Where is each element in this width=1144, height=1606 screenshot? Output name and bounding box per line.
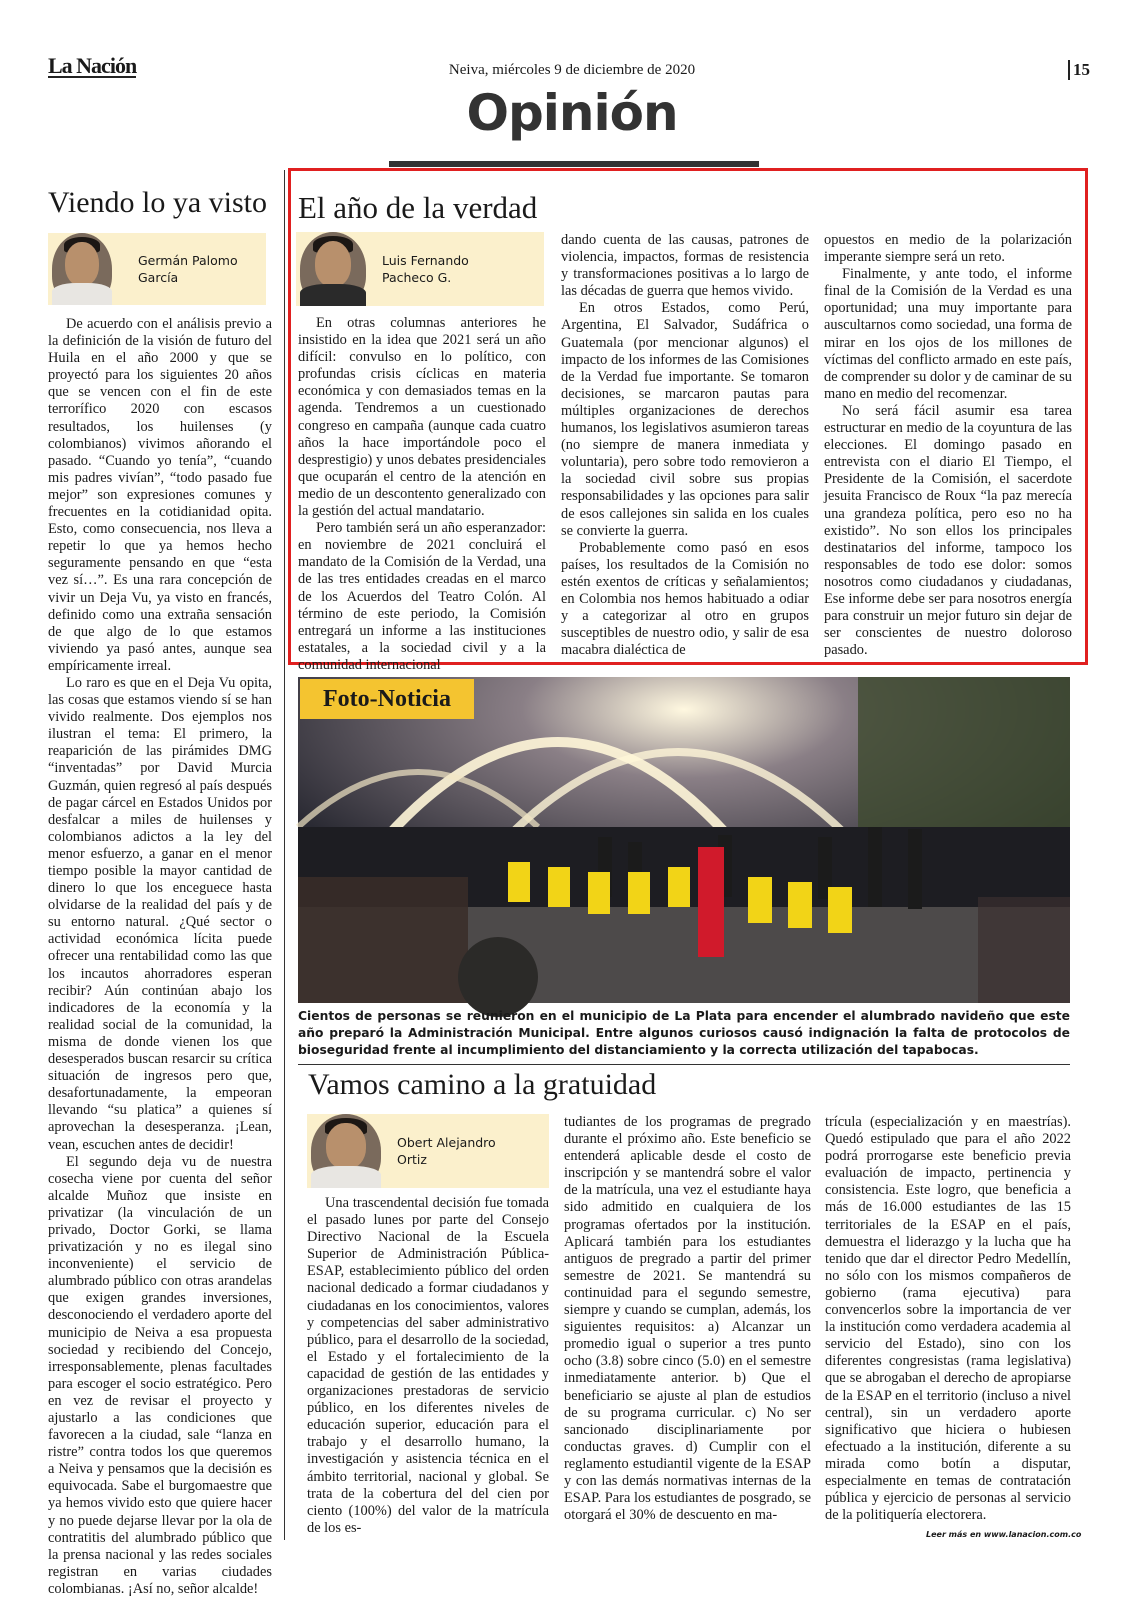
- paragraph: tudiantes de los programas de pregrado durante el próximo año. Este beneficio se entenderá aplicable desde el costo de inscripción y se mantendrá sobre el valor de la matrícula, una vez el estudiante haya sido admitido en cualquiera de los programas ofertados por la institución. Aplicará también para los estudiantes antiguos de pregrado a partir del primer semestre de 2021. Se mantendrá su continuidad para el segundo semestre, siempre y cuando se cumplan, además, los siguientes requisitos: a) Alcanzar un promedio igual o superior a tres punto ocho (3.8) sobre cinco (5.0) en el semestre inmediatamente anterior. b) Que el beneficiario se ajuste al plan de estudios de su programa curricular. c) No ser sancionado disciplinariamente por conductas graves. d) Cumplir con el reglamento estudiantil vigente de la ESAP y con las demás normativas internas de la ESAP. Para los estudiantes de posgrado, se otorgará el 30% de descuento en ma-: [564, 1114, 812, 1524]
- paragraph: En otras columnas anteriores he insistido en la idea que 2021 será un año difícil: convulso en lo político, con profundas crisis cíclicas en materia económica y con demasiados temas en la agenda. Tendremos a un cuestionado congreso en campaña (aunque cada cuatro años la hace importándole poco el desprestigio) y unos debates presidenciales que ocuparán el centro de la atención en medio de un descontento generalizado con la gestión del actual mandatario.: [298, 315, 546, 520]
- news-photo: [298, 677, 1070, 1003]
- bottom-article-col2: [564, 1114, 811, 1539]
- top-article-col2: [561, 232, 809, 662]
- paragraph: No será fácil asumir esa tarea estructurar en medio de la coyuntura de las elecciones. El domingo pasado en entrevista con el diario El Tiempo, el Presidente de la Comisión, el sacerdote jesuita Francisco de Roux “la paz merecía una grandeza política, pero eso no ha existido”. No son ellos los principales destinatarios del informe, tampoco los responsables de todo ese dolor: somos nosotros como ciudadanos y ciudadanas, Ese informe debe ser para nosotros energía para construir un mejor futuro sin dejar de ser conscientes de nuestro doloroso pasado.: [824, 402, 1072, 659]
- section-title: Opinión: [466, 84, 678, 142]
- photo-caption: Cientos de personas se reunieron en el municipio de La Plata para encender el alumbrado navideño que este año preparó la Administración Municipal. Entre algunos curiosos causó indignación la falta de protocolos de bioseguridad frente al incumplimiento del distanciamiento y la correcta utilización del tapabocas.: [298, 1009, 1070, 1057]
- left-article-body: [48, 316, 272, 1597]
- author-photo: [52, 233, 112, 305]
- top-article-title: El año de la verdad: [298, 190, 538, 225]
- column-divider: [284, 170, 285, 1540]
- paragraph: Finalmente, y ante todo, el informe final de la Comisión de la Verdad es una oportunidad; una muy importante para auscultarnos como sociedad, una forma de mirar en los ojos de los millones de víctimas del conflicto armado en este país, de comprender su dolor y de caminar de su mano en medio del recomenzar.: [824, 266, 1072, 402]
- bottom-author-name: Obert Alejandro Ortiz: [397, 1135, 496, 1167]
- bottom-article-title: Vamos camino a la gratuidad: [308, 1068, 657, 1101]
- bottom-article-col3: [825, 1114, 1071, 1526]
- top-author-name: Luis Fernando Pacheco G.: [382, 253, 469, 285]
- issue-date: Neiva, miércoles 9 de diciembre de 2020: [448, 62, 696, 78]
- photo-news-tag: Foto-Noticia: [300, 679, 474, 719]
- top-article-col3: [824, 232, 1072, 662]
- left-author-name: Germán Palomo García: [138, 253, 238, 285]
- paragraph: dando cuenta de las causas, patrones de violencia, impactos, formas de resistencia y transformaciones positivas a lo largo de las décadas de guerra que hemos vivido.: [561, 232, 809, 300]
- paragraph: Una trascendental decisión fue tomada el pasado lunes por parte del Consejo Directivo Nacional de la Escuela Superior de Administración Pública-ESAP, establecimiento público del orden nacional dedicado a formar ciudadanos y ciudadanas en los conocimientos, valores y competencias del saber administrativo público, para el desarrollo de la sociedad, el Estado y el fortalecimiento de la capacidad de gestión de las entidades y organizaciones prestadoras de servicio público, en los diferentes niveles de educación superior, educación para el trabajo y el desarrollo humano, la investigación y asistencia técnica en el ámbito territorial, nacional y global. Se trata de la cobertura del del cien por ciento (100%) del valor de la matrícula de los es-: [307, 1195, 549, 1536]
- paragraph: El segundo deja vu de nuestra cosecha viene por cuenta del señor alcalde Muñoz que insiste en privatizar (la vinculación de un privado, Doctor Gorki, se llama privatización y no es ilegal sino inconveniente) el servicio de alumbrado público con otras arandelas que exigen grandes inversiones, desconociendo el verdadero aporte del municipio de Neiva a esa propuesta sociedad y recibiendo del Concejo, irresponsablemente, plenas facultades para escoger el socio estratégico. Pero en vez de revisar el proyecto y ajustarlo a las condiciones que favorecen a la ciudad, sale “lanza en ristre” contra todos los que queremos a Neiva y pensamos que la decisión es equivocada. Sabe el burgomaestre que ya hemos vivido esto que quiere hacer y no puede dejarse llevar por la ola de contratitis del alumbrado público que la prensa nacional y las redes sociales registran en varias ciudades colombianas. ¡Así no, señor alcalde!: [48, 1153, 272, 1597]
- crowd-photo-illustration: [298, 677, 1070, 1003]
- paragraph: trícula (especialización y en maestrías). Quedó estipulado que para el año 2022 podrá prorrogarse este beneficio previa evaluación de impacto, pertinencia y consistencia. Este logro, que beneficia a más de 16.000 estudiantes de las 15 territoriales de la ESAP en el país, demuestra el liderazgo y la lucha que ha tenido que dar el director Pedro Medellín, no sólo con los mismos compañeros de gobierno (rama ejecutiva) para convencerlos sobre la importancia de ver la institución como verdadera academia al servicio del Estado), sino con los diferentes congresistas (rama legislativa) que se abrogaban el derecho de apropiarse de la ESAP en el territorio (incluso a nivel central), sin un verdadero aporte significativo que hiciera o hubiesen efectuado a la institución, diferente a su mirada como botín a disputar, especialmente en temas de contratación pública y ejercicio de personas al servicio de la politiquería electorera.: [825, 1114, 1071, 1524]
- section-divider: [298, 1064, 1070, 1065]
- paragraph: De acuerdo con el análisis previo a la definición de la visión de futuro del Huila en el año 2000 y que se proyectó para los siguientes 20 años que se vencen con el fin de este terrorífico 2020 con escasos resultados, los huilenses (y colombianos) vivimos añorando el pasado. “Cuando yo tenía”, “cuando mis padres vivían”, “todo pasado fue mejor” son expresiones comunes y frecuentes en la cotidianidad opita. Esto, como consecuencia, nos lleva a repetir lo que ya hemos hecho seguramente pensando en que “esta vez sí…”. Es una rara concepción de vivir un Deja Vu, ya visto en francés, definido como una extraña sensación de que algo de lo que estamos viviendo ya pasó antes, aunque sea empíricamente irreal.: [48, 316, 272, 674]
- newspaper-logo: La Nación: [48, 53, 137, 78]
- top-article-col1: [298, 315, 546, 673]
- section-rule: [389, 161, 759, 167]
- read-more-link[interactable]: Leer más en www.lanacion.com.co: [926, 1530, 1082, 1539]
- top-author-box: [296, 232, 544, 306]
- paragraph: En otros Estados, como Perú, Argentina, El Salvador, Sudáfrica o Guatemala (por mencionar algunos) el impacto de los informes de las Comisiones de la Verdad fue importante. Se tomaron decisiones, se marcaron pautas para múltiples organizaciones de derechos humanos, los legislativos asumieron tareas (no siempre de manera inmediata y voluntaria), pero sobre todo removieron a la sociedad civil sobre sus propias responsabilidades y las opciones para salir de esos callejones sin salida en los cuales se convierte la guerra.: [561, 300, 809, 539]
- paragraph: Probablemente como pasó en esos países, los resultados de la Comisión no estén exentos de críticas y señalamientos; en Colombia nos hemos habituado a odiar y a categorizar al otro en grupos susceptibles de nuestro odio, y salir de esa macabra dialéctica de: [561, 539, 809, 659]
- paragraph: opuestos en medio de la polarización imperante siempre será un reto.: [824, 232, 1072, 266]
- left-author-box: [48, 233, 266, 305]
- bottom-author-box: [307, 1114, 549, 1188]
- paragraph: Pero también será un año esperanzador: en noviembre de 2021 concluirá el mandato de la Comisión de la Verdad, una de las tres entidades creadas en el marco de los Acuerdos del Teatro Colón. Al término de este periodo, la Comisión entregará un informe a las instituciones estatales, a la sociedad civil y a la comunidad internacional: [298, 520, 546, 673]
- author-photo: [300, 232, 366, 306]
- paragraph: Lo raro es que en el Deja Vu opita, las cosas que estamos viendo sí se han vivido realmente. Dos ejemplos nos ilustran el tema: El primero, la reaparición de las pirámides DMG “inventadas” por David Murcia Guzmán, quien regresó al país después de pagar cárcel en Estados Unidos por desfalcar a miles de huilenses y colombianos adictos a la ley del menor esfuerzo, a ganar en el menor tiempo posible la mayor cantidad de dinero lo que los enceguece hasta olvidarse de la realidad del país y de su entorno natural. ¿Qué sector o actividad económica lícita puede ofrecer una rentabilidad como las que los incautos ahorradores esperan recibir? Aún continúan abajo los indicadores de la economía y la realidad social de la comunidad, la misma de donde vienen los que desesperados buscan resarcir su crítica situación de ingresos pero que, desafortunadamente, la empeoran llevando “su platica” a quienes sí aprovechan la desesperanza. ¡Lean, vean, escuchen antes de decidir!: [48, 674, 272, 1153]
- author-photo: [311, 1114, 381, 1188]
- left-article-title: Viendo lo ya visto: [48, 186, 268, 219]
- page-number: 15: [1068, 60, 1090, 80]
- bottom-article-col1: [307, 1195, 549, 1539]
